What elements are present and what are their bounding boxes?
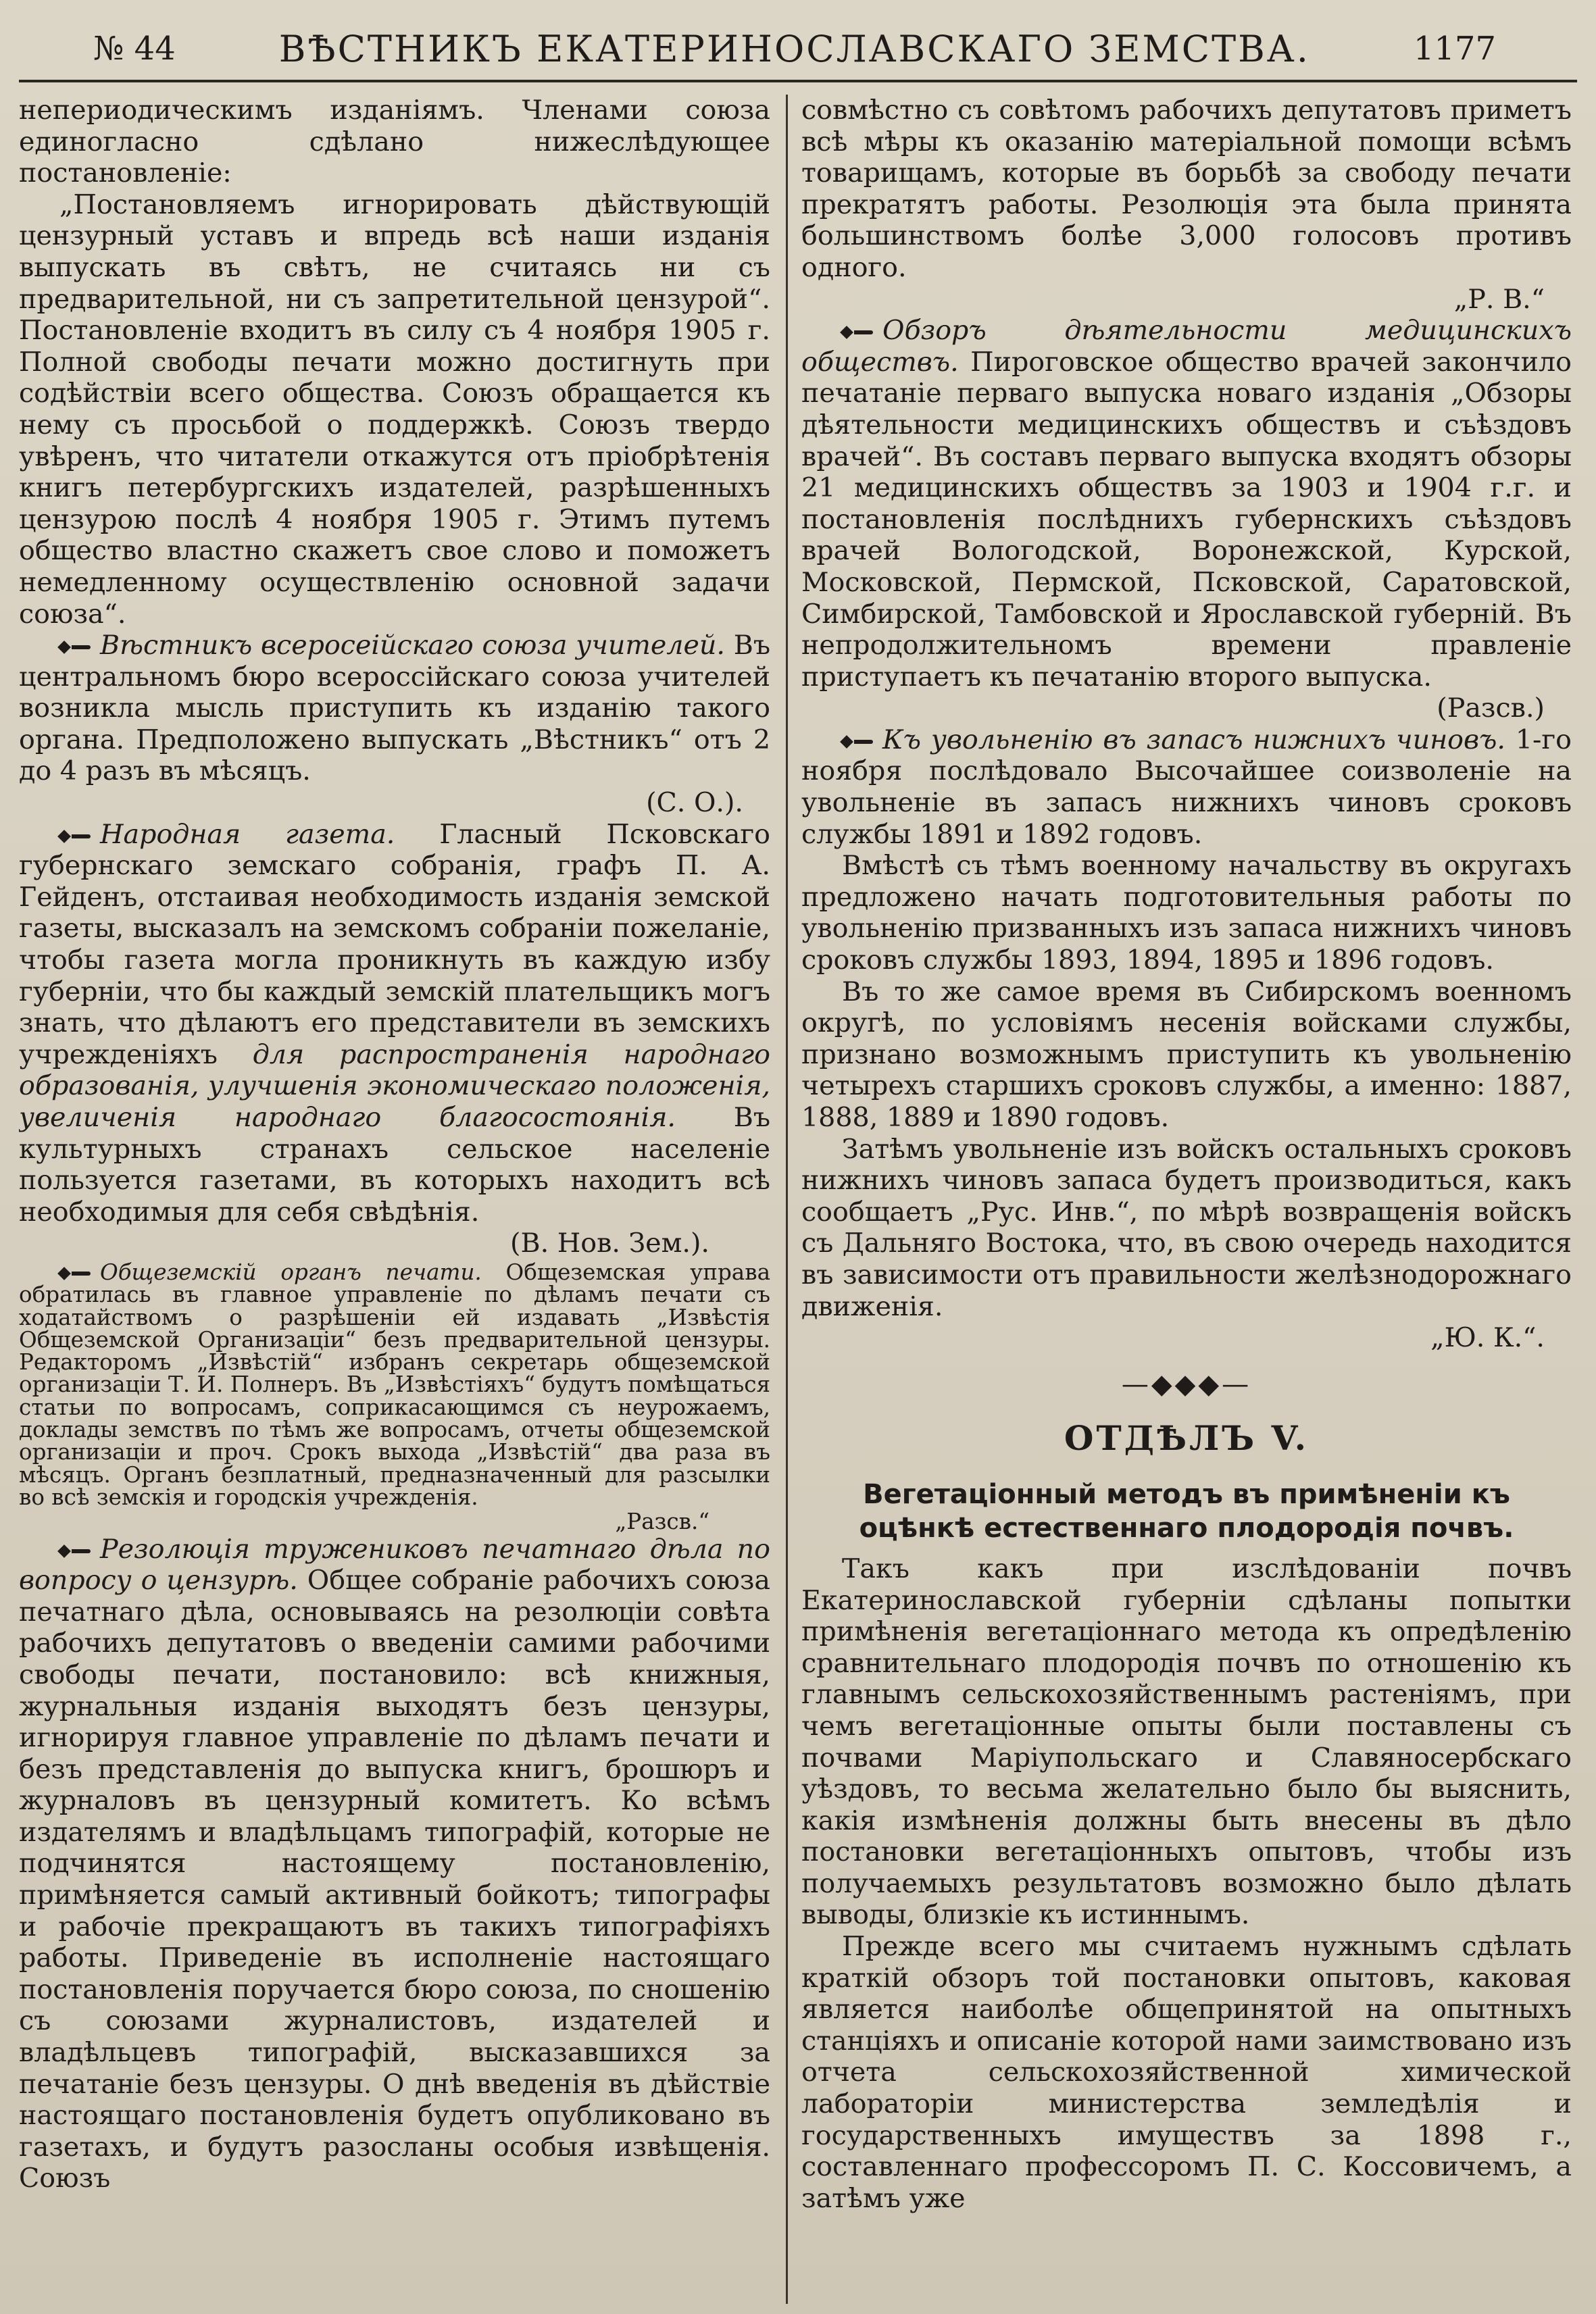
issue-number: № 44	[93, 30, 176, 68]
source-signature: (В. Нов. Зем.).	[510, 1228, 709, 1259]
page-header	[19, 18, 1577, 82]
article-title: Вегетаціонный методъ въ примѣненіи къ оцѣнкѣ естественнаго плодородія почвъ.	[859, 1478, 1514, 1544]
pointing-hand-icon	[842, 325, 874, 340]
right-column	[801, 95, 1572, 2304]
news-item	[19, 819, 770, 1228]
item-body: Въ культурныхъ странахъ сельское населеніе пользуется газетами, въ которыхъ находитъ всѣ необходимыя для себя свѣдѣнія.	[19, 1102, 770, 1228]
section-heading: ОТДѢЛЪ V.	[1064, 1418, 1310, 1459]
paragraph: „Постановляемъ игнорировать дѣйствующій цензурный уставъ и впредь всѣ наши изданія выпускать въ свѣтъ, не считаясь ни съ предварительной, ни съ запретительной цензурой“. Постановленіе входитъ въ силу съ 4 ноября 1905 г. Полной свободы печати можно достигнуть при содѣйствіи всего общества. Союзъ обращается къ нему съ просьбой о поддержкѣ. Союзъ твердо увѣренъ, что читатели откажутся отъ пріобрѣтенія книгъ петербургскихъ издателей, разрѣшенныхъ цензурою послѣ 4 ноября 1905 г. Этимъ путемъ общество властно скажетъ свое слово и поможетъ немедленному осуществленію основной задачи союза“.	[19, 188, 770, 630]
source-signature: „Разсв.“	[615, 1509, 709, 1535]
item-body: Гласный Псковскаго губернскаго земскаго собранія, графъ П. А. Гейденъ, отстаивая необходимость изданія земской газеты, высказалъ на земскомъ собраніи пожеланіе, чтобы газета могла проникнуть въ каждую избу губерніи, что бы каждый земскій плательщикъ могъ знать, что дѣлаютъ его представители въ земскихъ учрежденіяхъ	[19, 818, 770, 1070]
journal-title: ВѢСТНИКЪ ЕКАТЕРИНОСЛАВСКАГО ЗЕМСТВА.	[278, 27, 1310, 70]
news-item	[19, 1534, 770, 2194]
page-number: 1177	[1413, 30, 1496, 68]
paragraph: Такъ какъ при изслѣдованіи почвъ Екатеринославской губерніи сдѣланы попытки примѣненія вегетаціоннаго метода къ опредѣленію сравнительнаго плодородія почвъ по отношенію къ главнымъ сельскохозяйственнымъ растеніямъ, при чемъ вегетаціонные опыты были поставлены съ почвами Маріупольскаго и Славяносербскаго уѣздовъ, то весьма желательно было бы выяснить, какія измѣненія должны быть внесены въ дѣло постановки вегетаціонныхъ опытовъ, чтобы изъ получаемыхъ результатовъ возможно было дѣлать выводы, близкіе къ истиннымъ.	[801, 1553, 1572, 1931]
item-body: 1-го ноября послѣдовало Высочайшее соизволеніе на увольненіе въ запасъ нижнихъ чиновъ сроковъ службы 1891 и 1892 годовъ.	[801, 724, 1572, 850]
item-body: Общеземская управа обратилась въ главное управленіе по дѣламъ печати съ ходатайствомъ о разрѣшеніи ей издавать „Извѣстія Общеземской Организаціи“ безъ предварительной цензуры. Редакторомъ „Извѣстій“ избранъ секретарь общеземской организаціи Т. И. Полнеръ. Въ „Извѣстіяхъ“ будутъ помѣщаться статьи по вопросамъ, соприкасающимся съ неурожаемъ, доклады земствъ по тѣмъ же вопросамъ, отчеты общеземской организаціи и проч. Срокъ выхода „Извѣстій“ два раза въ мѣсяцъ. Органъ безплатный, предназначенный для разсылки во всѣ земскія и городскія учрежденія.	[19, 1259, 770, 1510]
news-item	[19, 630, 770, 787]
source-signature: „Р. В.“	[1453, 283, 1545, 315]
item-title: Общеземскій органъ печати.	[100, 1259, 482, 1285]
paragraph: непериодическимъ изданіямъ. Членами союза единогласно сдѣлано нижеслѣдующее постановленіе:	[19, 95, 770, 189]
item-title: Народная газета.	[100, 818, 395, 850]
source-signature: (С. О.).	[646, 787, 743, 819]
paragraph: Въ то же самое время въ Сибирскомъ военномъ округѣ, по условіямъ несенія войсками службы, признано возможнымъ приступить къ увольненію четырехъ старшихъ сроковъ службы, а именно: 1887, 1888, 1889 и 1890 годовъ.	[801, 976, 1572, 1133]
paragraph: Прежде всего мы считаемъ нужнымъ сдѣлать краткій обзоръ той постановки опытовъ, каковая является наиболѣе общепринятой на опытныхъ станціяхъ и описаніе которой нами заимствовано изъ отчета сельскохозяйственной химической лабораторіи министерства земледѣлія и государственныхъ имуществъ за 1898 г., составленнаго профессоромъ П. С. Коссовичемъ, а затѣмъ уже	[801, 1931, 1572, 2214]
item-body-italic: для распространенія народнаго образованія, улучшенія экономическаго положенія, увеличенія народнаго благосостоянія.	[19, 1038, 770, 1133]
item-title: Вѣстникъ всеросеійскаго союза учителей.	[100, 630, 725, 661]
paragraph: совмѣстно съ совѣтомъ рабочихъ депутатовъ приметъ всѣ мѣры къ оказанію матеріальной помощи всѣмъ товарищамъ, которые въ борьбѣ за свободу печати прекратятъ работы. Резолюція эта была принята большинствомъ болѣе 3,000 голосовъ противъ одного.	[801, 95, 1572, 283]
item-body: Пироговское общество врачей закончило печатаніе перваго выпуска новаго изданія „Обзоры дѣятельности медицинскихъ обществъ и съѣздовъ врачей“. Въ составъ перваго выпуска входятъ обзоры 21 медицинскихъ обществъ за 1903 и 1904 г.г. и постановленія послѣднихъ губернскихъ съѣздовъ врачей Вологодской, Воронежской, Курской, Московской, Пермской, Псковской, Саратовской, Симбирской, Тамбовской и Ярославской губерній. Въ непродолжительномъ времени правленіе приступаетъ къ печатанію второго выпуска.	[801, 346, 1572, 693]
item-title: Резолюція тружениковъ печатнаго дѣла по вопросу о цензурѣ.	[19, 1533, 770, 1596]
left-column	[19, 95, 770, 2304]
news-item	[801, 724, 1572, 850]
item-title: Къ увольненію въ запасъ нижнихъ чиновъ.	[882, 724, 1505, 755]
news-item	[801, 315, 1572, 693]
pointing-hand-icon	[59, 829, 92, 844]
item-title: Обзоръ дѣятельности медицинскихъ обществъ.	[801, 315, 1572, 378]
item-body: Въ центральномъ бюро всероссійскаго союза учителей возникла мысль приступить къ изданію такого органа. Предположено выпускать „Вѣстникъ“ отъ 2 до 4 разъ въ мѣсяцъ.	[19, 630, 770, 787]
news-item-small	[19, 1261, 770, 1509]
column-divider	[786, 95, 788, 2304]
paragraph: Затѣмъ увольненіе изъ войскъ остальныхъ сроковъ нижнихъ чиновъ запаса будетъ производиться, какъ сообщаетъ „Рус. Инв.“, по мѣрѣ возвращенія войскъ съ Дальняго Востока, что, въ свою очередь находится въ зависимости отъ правильности желѣзнодорожнаго движенія.	[801, 1133, 1572, 1322]
pointing-hand-icon	[59, 1266, 92, 1281]
paragraph: Вмѣстѣ съ тѣмъ военному начальству въ округахъ предложено начать подготовительныя работы по увольненію призванныхъ изъ запаса нижнихъ чиновъ сроковъ службы 1893, 1894, 1895 и 1896 годовъ.	[801, 850, 1572, 976]
item-body: Общее собраніе рабочихъ союза печатнаго дѣла, основываясь на резолюціи совѣта рабочихъ депутатовъ о введеніи самими рабочими свободы печати, постановило: всѣ книжныя, журнальныя изданія выходятъ безъ цензуры, игнорируя главное управленіе по дѣламъ печати и безъ представленія до выпуска книгъ, брошюръ и журналовъ въ цензурный комитетъ. Ко всѣмъ издателямъ и владѣльцамъ типографій, которые не подчинятся настоящему постановленію, примѣняется самый активный бойкотъ; типографы и рабочіе прекращаютъ въ такихъ типографіяхъ работы. Приведеніе въ исполненіе настоящаго постановленія поручается бюро союза, по сношенію съ союзами журналистовъ, издателей и владѣльцевъ типографій, высказавшихся за печатаніе безъ цензуры. О днѣ введенія въ дѣйствіе настоящаго постановленія будетъ опубликовано въ газетахъ, и будутъ разосланы особыя извѣщенія. Союзъ	[19, 1565, 770, 2194]
pointing-hand-icon	[842, 734, 874, 749]
pointing-hand-icon	[59, 640, 92, 655]
ornament-divider-icon: —◆◆◆—	[1121, 1368, 1252, 1400]
source-signature: (Разсв.)	[1437, 693, 1545, 724]
pointing-hand-icon	[59, 1544, 92, 1559]
source-signature: „Ю. К.“.	[1430, 1322, 1545, 1354]
